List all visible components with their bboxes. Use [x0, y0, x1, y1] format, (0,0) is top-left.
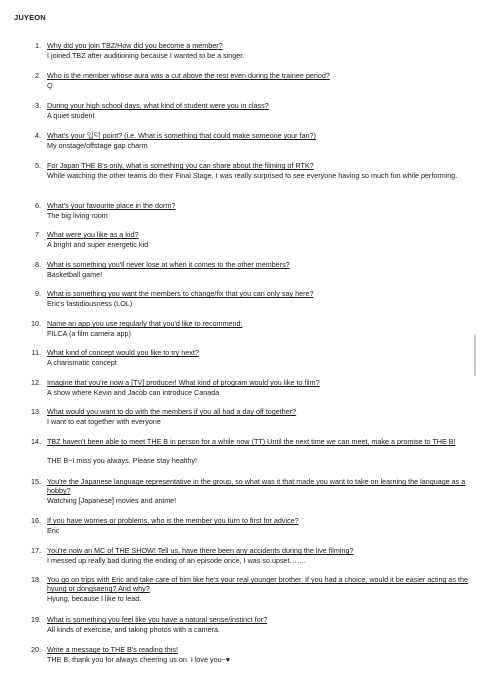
- answer-text: All kinds of exercise, and taking photos with a camera.: [47, 625, 220, 634]
- question-text: Write a message to THE B's reading this!: [47, 645, 178, 654]
- question-text: For Japan THE B's only, what is something you can share about the filming of RTK?: [47, 161, 314, 170]
- item-number: 8.: [35, 260, 41, 269]
- answer-text: I want to eat together with everyone: [47, 417, 161, 426]
- question-text: What's your favourite place in the dorm?: [47, 201, 176, 210]
- item-number: 9.: [35, 289, 41, 298]
- answer-text: A charismatic concept: [47, 358, 117, 367]
- answer-text: Eric's fastidiousness (LOL): [47, 299, 133, 308]
- question-text: Name an app you use regularly that you'd like to recommend:: [47, 319, 243, 328]
- item-number: 15.: [31, 477, 41, 486]
- question-text: You're now an MC of THE SHOW! Tell us, have there been any accidents during the live filming?: [47, 546, 354, 555]
- item-number: 19.: [31, 615, 41, 624]
- question-text: Why did you join TBZ/How did you become a member?: [47, 41, 223, 50]
- question-text: During your high school days, what kind of student were you in class?: [47, 101, 269, 110]
- answer-text: Q: [47, 81, 53, 90]
- question-text: TBZ haven't been able to meet THE B in person for a while now (TT) Until the next time we can meet, make a promise to THE B!: [47, 437, 456, 446]
- answer-text: A quiet student: [47, 111, 95, 120]
- item-number: 2.: [35, 71, 41, 80]
- answer-text: Watching [Japanese] movies and anime!: [47, 496, 177, 505]
- page-heading: JUYEON: [14, 13, 46, 22]
- answer-text: Basketball game!: [47, 270, 103, 279]
- answer-text: The big living room: [47, 211, 108, 220]
- item-number: 13.: [31, 407, 41, 416]
- answer-text: Hyung, because I like to lead.: [47, 594, 142, 603]
- item-number: 16.: [31, 516, 41, 525]
- question-text: What were you like as a kid?: [47, 230, 139, 239]
- question-text: What is something you want the members to change/fix that you can only say here?: [47, 289, 314, 298]
- answer-text: A show where Kevin and Jacob can introduce Canada: [47, 388, 220, 397]
- answer-text: THE B~I miss you always. Please stay healthy!: [47, 456, 198, 465]
- answer-text: While watching the other teams do their Final Stage, I was really surprised to see everyone having so much fun while performing.: [47, 171, 458, 180]
- item-number: 7.: [35, 230, 41, 239]
- answer-text: I messed up really bad during the ending of an episode once, I was so upset…….: [47, 556, 306, 565]
- item-number: 17.: [31, 546, 41, 555]
- item-number: 1.: [35, 41, 41, 50]
- scrollbar-thumb[interactable]: [474, 334, 476, 376]
- question-text: Imagine that you're now a [TV] producer! What kind of program would you like to film?: [47, 378, 320, 387]
- item-number: 3.: [35, 101, 41, 110]
- item-number: 11.: [31, 348, 41, 357]
- answer-text: My onstage/offstage gap charm: [47, 141, 148, 150]
- item-number: 14.: [31, 437, 41, 446]
- item-number: 20.: [31, 645, 41, 654]
- item-number: 18.: [31, 575, 41, 584]
- question-text: What is something you'll never lose at when it comes to the other members?: [47, 260, 290, 269]
- question-text: You're the Japanese language representative in the group, so what was it that made you want to take on learning the language as a hobby?: [47, 477, 466, 496]
- item-number: 6.: [35, 201, 41, 210]
- question-text: If you have worries or problems, who is the member you turn to first for advice?: [47, 516, 299, 525]
- answer-text: FILCA (a film camera app): [47, 329, 131, 338]
- answer-text: Eric: [47, 526, 60, 535]
- question-text: Who is the member whose aura was a cut above the rest even during the trainee period?: [47, 71, 330, 80]
- answer-text: THE B, thank you for always cheering us on. I love you~♥: [47, 655, 231, 664]
- item-number: 5.: [35, 161, 41, 170]
- question-text: What is something you feel like you have a natural sense/instinct for?: [47, 615, 268, 624]
- item-number: 12.: [31, 378, 41, 387]
- question-text: You go on trips with Eric and take care of him like he's your real younger brother. If you had a choice, would it be easier acting as the hyung or dongsaeng? And why?: [47, 575, 469, 594]
- item-number: 10.: [31, 319, 41, 328]
- question-text: What would you want to do with the members if you all had a day off together?: [47, 407, 297, 416]
- question-text: What's your 입덕 point? (i.e. What is something that could make someone your fan?): [47, 131, 316, 140]
- question-text: What kind of concept would you like to try next?: [47, 348, 199, 357]
- item-number: 4.: [35, 131, 41, 140]
- answer-text: I joined TBZ after auditioning because I wanted to be a singer.: [47, 51, 245, 60]
- answer-text: A bright and super energetic kid: [47, 240, 149, 249]
